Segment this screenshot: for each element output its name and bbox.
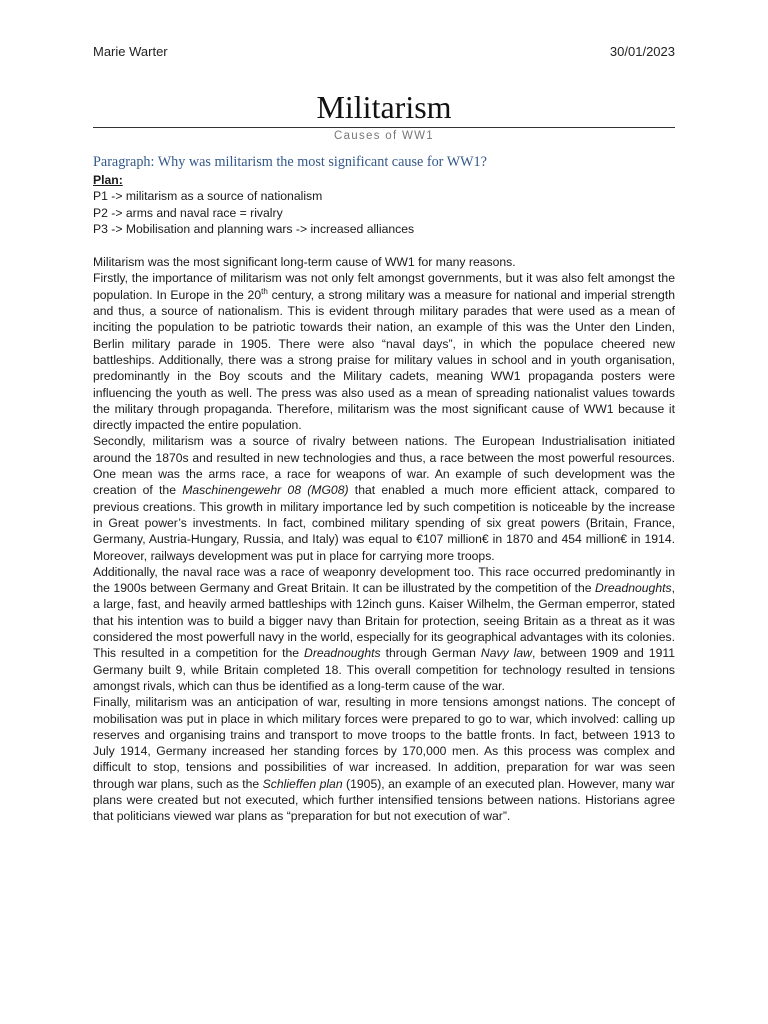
body-paragraph-3: [93, 564, 675, 694]
body-paragraph-2: [93, 433, 675, 563]
p1-text-a: Firstly, the importance of militarism was not only felt amongst governments, but it was also felt amongst the population. In Europe in the 20: [93, 271, 675, 302]
document-header: [93, 44, 675, 59]
p3-text-b: , a large, fast, and heavily armed battleships with 12inch guns. Kaiser Wilhelm, the German emperror, stated that his intention was to build a bigger navy than Britain for protection, seeing Britain as a threat as it was considered the most powerfull navy in the world, especially for its geographical advantages with its colonies. This resulted in a competition for the: [93, 581, 675, 661]
p2-text-a: Secondly, militarism was a source of rivalry between nations. The European Industrialisation initiated around the 1870s and resulted in new technologies and thus, a race between the most powerful resources. One mean was the arms race, a race for weapons of war. An example of such development was the creation of the: [93, 434, 675, 498]
p2-text-b: that enabled a much more efficient attack, compared to previous creations. This growth in military importance led by such competition is noticeable by the increase in Great power’s investments. In fact, combined military spending of six great powers (Britain, France, Germany, Austria-Hungary, Russia, and Italy) was equal to €107 million€ in 1870 and 454 million€ in 1914. Moreover, railways development was put in place for carrying more troops.: [93, 483, 675, 563]
paragraph-question: Paragraph: Why was militarism the most significant cause for WW1?: [93, 154, 487, 170]
plan-item-2: P2 -> arms and naval race = rivalry: [93, 205, 283, 220]
plan-heading: Plan:: [93, 173, 123, 187]
document-title: Militarism: [316, 89, 452, 125]
body-paragraph-1: [93, 270, 675, 433]
document-subtitle: Causes of WW1: [334, 130, 434, 142]
p3-text-a: Additionally, the naval race was a race of weaponry development too. This race occurred predominantly in the 1900s between Germany and Great Britain. It can be illustrated by the competition of the: [93, 564, 675, 596]
p1-text-b: century, a strong military was a measure for national and imperial strength and thus, a source of nationalism. This is evident through military parades that were used as a mean of inciting the population to be patriotic towards their nation, an example of this was the Unter den Linden, Berlin military parade in 1905. There were also “naval days”, in which the populace cheered new battleships. Additionally, there was a strong praise for military values in school and in youth organisation, predominantly in the Boy scouts and the Military cadets, meaning WW1 propaganda posters were influencing the youth as well. The press was also used as a mean of spreading nationalist values towards the military through propaganda. Therefore, militarism was the most significant cause of WW1 because it directly impacted the entire population.: [93, 287, 675, 433]
spacer: [93, 237, 675, 254]
title-divider: [93, 127, 675, 128]
p4-text-a: Finally, militarism was an anticipation of war, resulting in more tensions amongst nations. The concept of mobilisation was put in place in which military forces were prepared to go to war, which involved: calling up reserves and organising trains and transport to move troops to the battle fronts. In fact, between 1913 to July 1914, Germany increased her standing forces by 170,000 men. As this process was complex and difficult to stop, tensions and possibilities of war increased. In addition, preparation for war was seen through war plans, such as the: [93, 695, 675, 791]
document-body: [93, 172, 675, 825]
plan-item-1: P1 -> militarism as a source of nationalism: [93, 189, 323, 204]
plan-item-3: P3 -> Mobilisation and planning wars -> increased alliances: [93, 221, 415, 236]
p1-superscript: th: [261, 286, 268, 296]
intro-paragraph: Militarism was the most significant long-term cause of WW1 for many reasons.: [93, 255, 516, 270]
p3-text-c: through German: [380, 646, 481, 661]
body-paragraph-4: [93, 694, 675, 824]
p3-italic-term-3: Navy law: [480, 646, 532, 661]
document-date: 30/01/2023: [609, 44, 675, 59]
p3-italic-term-1: Dreadnoughts: [595, 581, 672, 596]
author-name: Marie Warter: [93, 44, 168, 59]
p3-text-d: , between 1909 and 1911 Germany built 9, while Britain completed 18. This overall competition for technology resulted in tensions amongst rivals, which can thus be identified as a long-term cause of the war.: [93, 646, 675, 693]
p4-text-b: (1905), an example of an executed plan. However, many war plans were created but not executed, which further intensified tensions between nations. Historians agree that politicians viewed war plans as “preparation for but not execution of war”.: [93, 776, 675, 824]
p4-italic-term: Schlieffen plan: [262, 776, 343, 791]
p3-italic-term-2: Dreadnoughts: [304, 646, 381, 661]
p2-italic-term: Maschinengewehr 08 (MG08): [182, 483, 349, 498]
